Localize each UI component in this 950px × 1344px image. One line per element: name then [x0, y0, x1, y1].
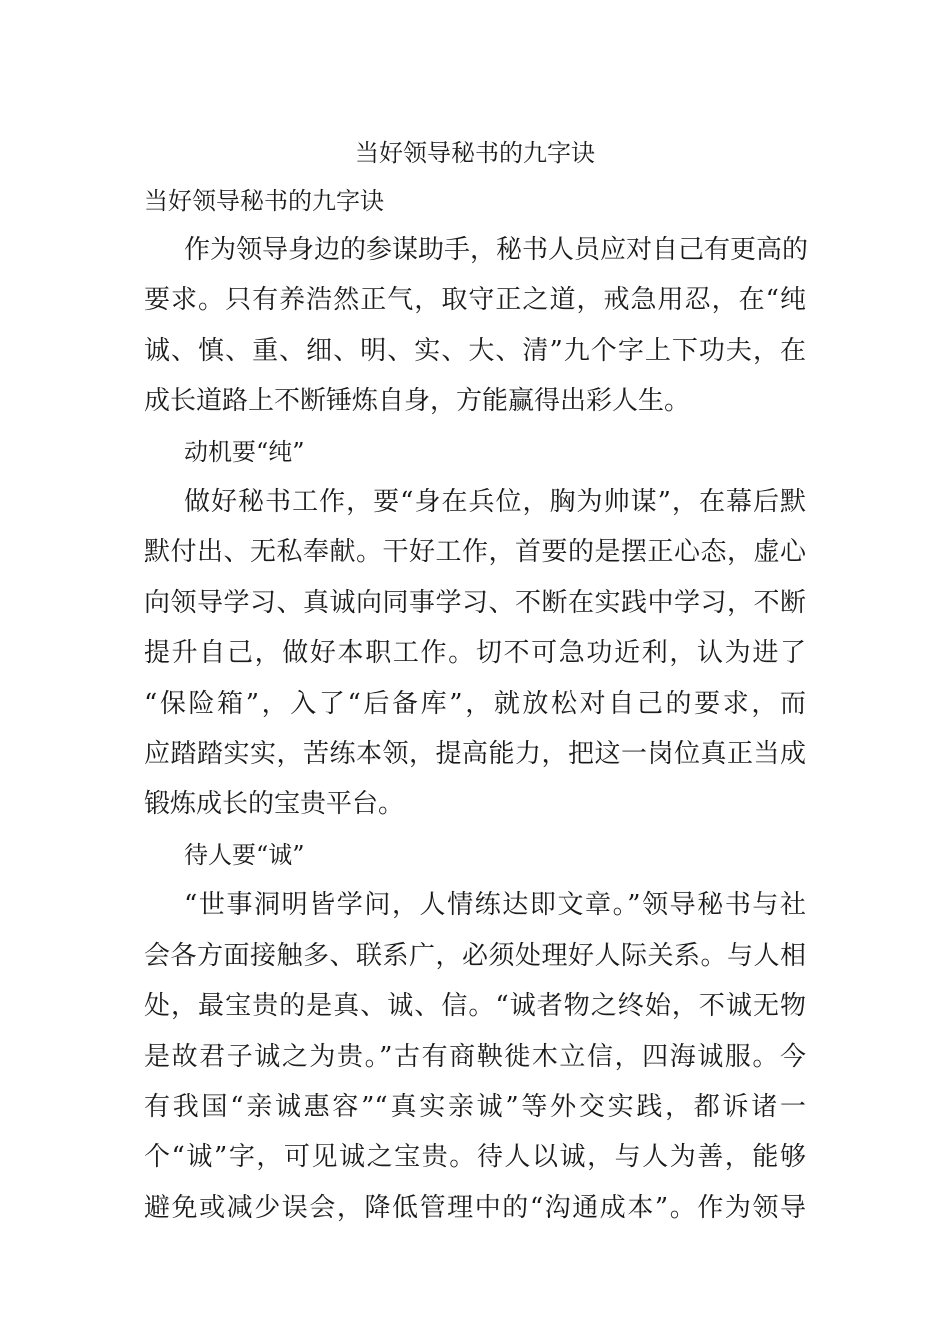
section-heading: 待人要“诚” [184, 840, 305, 869]
text-line: 避免或减少误会，降低管理中的“沟通成本”。作为领导 [144, 1192, 806, 1223]
text-line: 锻炼成长的宝贵平台。 [144, 789, 405, 820]
text-line: “保险箱”，入了“后备库”，就放松对自己的要求，而 [144, 688, 806, 719]
text-line: 成长道路上不断锤炼自身，方能赢得出彩人生。 [144, 386, 691, 417]
text-line: 要求。只有养浩然正气，取守正之道，戒急用忍，在“纯 [144, 285, 806, 316]
text-line: 默付出、无私奉献。干好工作，首要的是摆正心态，虚心 [144, 537, 806, 568]
text-line: 个“诚”字，可见诚之宝贵。待人以诚，与人为善，能够 [144, 1142, 806, 1173]
text-line: 会各方面接触多、联系广，必须处理好人际关系。与人相 [144, 940, 806, 971]
body-paragraph [144, 225, 809, 427]
document-subtitle: 当好领导秘书的九字诀 [144, 187, 384, 215]
text-line: “世事洞明皆学问，人情练达即文章。”领导秘书与社 [184, 890, 806, 921]
text-line: 是故君子诚之为贵。”古有商鞅徙木立信，四海诚服。今 [144, 1041, 806, 1072]
text-line: 处，最宝贵的是真、诚、信。“诚者物之终始，不诚无物 [144, 991, 806, 1022]
text-line: 诚、慎、重、细、明、实、大、清”九个字上下功夫，在 [144, 335, 806, 366]
body-paragraph [144, 477, 806, 830]
text-line: 有我国“亲诚惠容”“真实亲诚”等外交实践，都诉诸一 [144, 1091, 806, 1122]
body-paragraph [144, 880, 806, 1233]
text-line: 作为领导身边的参谋助手，秘书人员应对自己有更高的 [184, 235, 809, 265]
text-line: 提升自己，做好本职工作。切不可急功近利，认为进了 [144, 638, 806, 669]
section-heading: 动机要“纯” [184, 437, 305, 466]
text-line: 做好秘书工作，要“身在兵位，胸为帅谋”，在幕后默 [184, 487, 806, 518]
text-line: 向领导学习、真诚向同事学习、不断在实践中学习，不断 [144, 587, 806, 618]
document-title: 当好领导秘书的九字诀 [355, 139, 595, 167]
text-line: 应踏踏实实，苦练本领，提高能力，把这一岗位真正当成 [144, 739, 806, 770]
document-body [144, 225, 809, 1233]
